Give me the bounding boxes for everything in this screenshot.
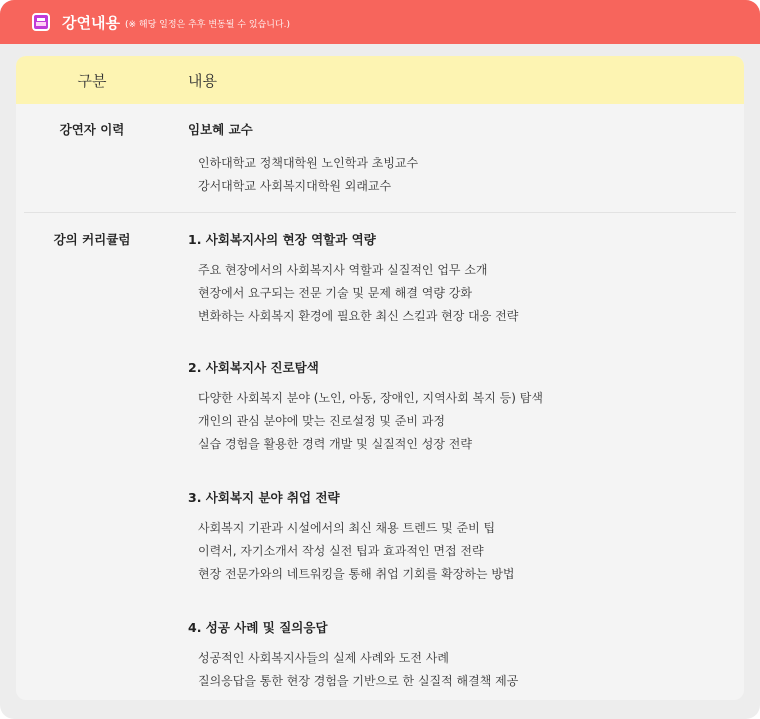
list-item: 이력서, 자기소개서 작성 실전 팁과 효과적인 면접 전략 bbox=[198, 544, 484, 558]
row-label-profile: 강연자 이력 bbox=[59, 122, 125, 137]
list-item: 사회복지 기관과 시설에서의 최신 채용 트렌드 및 준비 팁 bbox=[198, 521, 496, 535]
row-divider bbox=[24, 212, 736, 213]
profile-item: 강서대학교 사회복지대학원 외래교수 bbox=[198, 179, 392, 193]
lecture-logo-icon bbox=[32, 13, 50, 31]
section-title: 1. 사회복지사의 현장 역할과 역량 bbox=[188, 232, 376, 247]
curriculum-section-1 bbox=[188, 230, 728, 328]
content-table bbox=[16, 56, 744, 700]
list-item: 다양한 사회복지 분야 (노인, 아동, 장애인, 지역사회 복지 등) 탐색 bbox=[198, 391, 543, 405]
header-title: 강연내용 bbox=[62, 13, 120, 32]
list-item: 질의응답을 통한 현장 경험을 기반으로 한 실질적 해결책 제공 bbox=[198, 674, 519, 688]
curriculum-section-2 bbox=[188, 358, 728, 456]
section-title: 2. 사회복지사 진로탐색 bbox=[188, 360, 319, 375]
curriculum-section-4 bbox=[188, 618, 728, 693]
section-title: 4. 성공 사례 및 질의응답 bbox=[188, 620, 328, 635]
list-item: 현장 전문가와의 네트워킹을 통해 취업 기회를 확장하는 방법 bbox=[198, 567, 515, 581]
profile-item: 인하대학교 정책대학원 노인학과 초빙교수 bbox=[198, 156, 419, 170]
section-title: 3. 사회복지 분야 취업 전략 bbox=[188, 490, 340, 505]
card-header bbox=[0, 0, 760, 44]
list-item: 실습 경험을 활용한 경력 개발 및 실질적인 성장 전략 bbox=[198, 437, 472, 451]
list-item: 개인의 관심 분야에 맞는 진로설정 및 준비 과정 bbox=[198, 414, 445, 428]
list-item: 현장에서 요구되는 전문 기술 및 문제 해결 역량 강화 bbox=[198, 286, 472, 300]
column-header-category: 구분 bbox=[77, 71, 107, 90]
profile-content bbox=[188, 120, 728, 198]
row-label-curriculum: 강의 커리큘럼 bbox=[53, 232, 131, 247]
list-item: 변화하는 사회복지 환경에 필요한 최신 스킬과 현장 대응 전략 bbox=[198, 309, 519, 323]
schedule-change-note: (※ 해당 일정은 추후 변동될 수 있습니다.) bbox=[124, 19, 290, 30]
column-header-content: 내용 bbox=[188, 71, 217, 90]
list-item: 성공적인 사회복지사들의 실제 사례와 도전 사례 bbox=[198, 651, 449, 665]
speaker-name: 임보혜 교수 bbox=[188, 122, 253, 137]
curriculum-section-3 bbox=[188, 488, 728, 586]
table-header bbox=[16, 56, 744, 104]
list-item: 주요 현장에서의 사회복지사 역할과 실질적인 업무 소개 bbox=[198, 263, 488, 277]
